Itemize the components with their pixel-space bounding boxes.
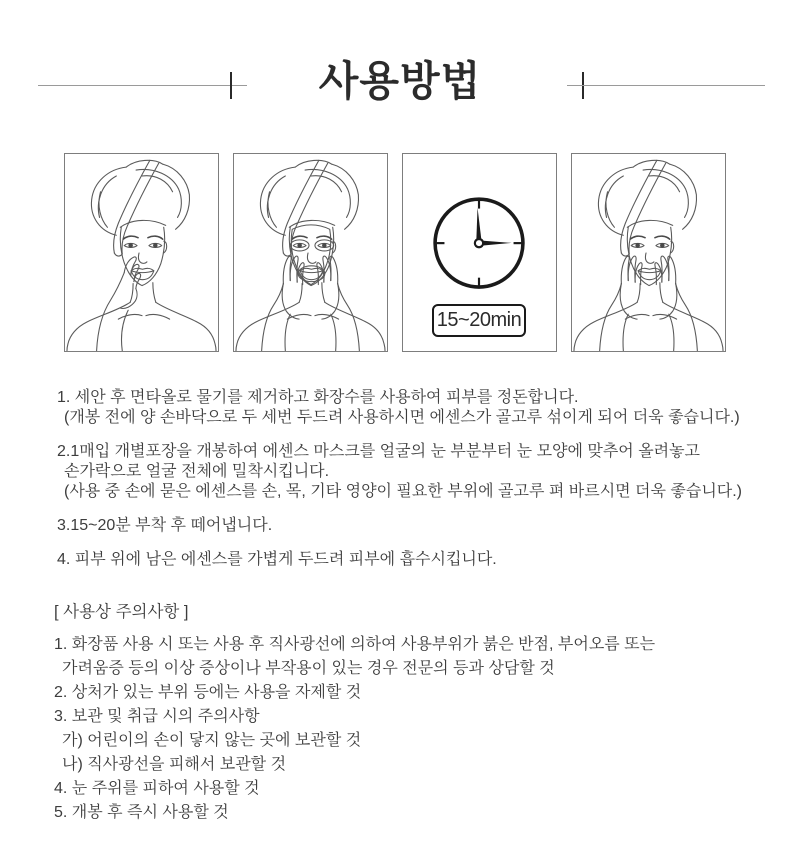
usage-step-2 (57, 442, 777, 502)
usage-step-4 (57, 550, 777, 570)
precaution-3-sub-a: 가) 어린이의 손이 닿지 않는 곳에 보관할 것 (62, 732, 362, 749)
woman-toner-illustration (65, 154, 218, 351)
illustration-card-step4 (571, 153, 726, 352)
woman-patting-illustration (572, 154, 725, 351)
usage-step-1 (57, 388, 777, 428)
usage-step-1-note: (개봉 전에 양 손바닥으로 두 세번 두드려 사용하시면 에센스가 골고루 섞이게 되어 더욱 좋습니다.) (64, 409, 740, 426)
usage-steps-section (57, 388, 777, 584)
precaution-5: 5. 개봉 후 즉시 사용할 것 (54, 804, 229, 821)
duration-badge (432, 304, 526, 337)
usage-step-1-line: 1. 세안 후 면타올로 물기를 제거하고 화장수를 사용하여 피부를 정돈합니다. (57, 389, 579, 406)
precaution-3-sub-b: 나) 직사광선을 피해서 보관할 것 (62, 756, 287, 773)
illustration-card-step3 (402, 153, 557, 352)
page-title: 사용방법 (318, 58, 482, 104)
illustration-card-step2 (233, 153, 388, 352)
usage-step-2-note: (사용 중 손에 묻은 에센스를 손, 목, 기타 영양이 필요한 부위에 골고루 펴 바르시면 더욱 좋습니다.) (64, 483, 743, 500)
usage-step-4-line: 4. 피부 위에 남은 에센스를 가볍게 두드려 피부에 흡수시킵니다. (57, 551, 497, 568)
precaution-4: 4. 눈 주위를 피하여 사용할 것 (54, 780, 260, 797)
usage-step-3-line: 3.15~20분 부착 후 떼어냅니다. (57, 517, 273, 534)
precaution-1-continuation: 가려움증 등의 이상 증상이나 부작용이 있는 경우 전문의 등과 상담할 것 (62, 660, 555, 677)
precautions-heading: [ 사용상 주의사항 ] (54, 603, 189, 621)
woman-sheet-mask-illustration (234, 154, 387, 351)
usage-step-2-continuation: 손가락으로 얼굴 전체에 밀착시킵니다. (64, 463, 330, 480)
precaution-3: 3. 보관 및 취급 시의 주의사항 (54, 708, 260, 725)
duration-label: 15~20min (436, 309, 522, 331)
precautions-section (54, 602, 774, 825)
precaution-2: 2. 상처가 있는 부위 등에는 사용을 자제할 것 (54, 684, 362, 701)
usage-step-2-line: 2.1매입 개별포장을 개봉하여 에센스 마스크를 얼굴의 눈 부분부터 눈 모양에 맞추어 올려놓고 (57, 443, 701, 460)
illustration-row (64, 153, 726, 352)
usage-step-3 (57, 516, 777, 536)
precaution-1-line: 1. 화장품 사용 시 또는 사용 후 직사광선에 의하여 사용부위가 붉은 반점, 부어오름 또는 (54, 636, 656, 653)
precautions-list (54, 633, 774, 825)
illustration-card-step1 (64, 153, 219, 352)
title-rule-right (567, 85, 765, 86)
